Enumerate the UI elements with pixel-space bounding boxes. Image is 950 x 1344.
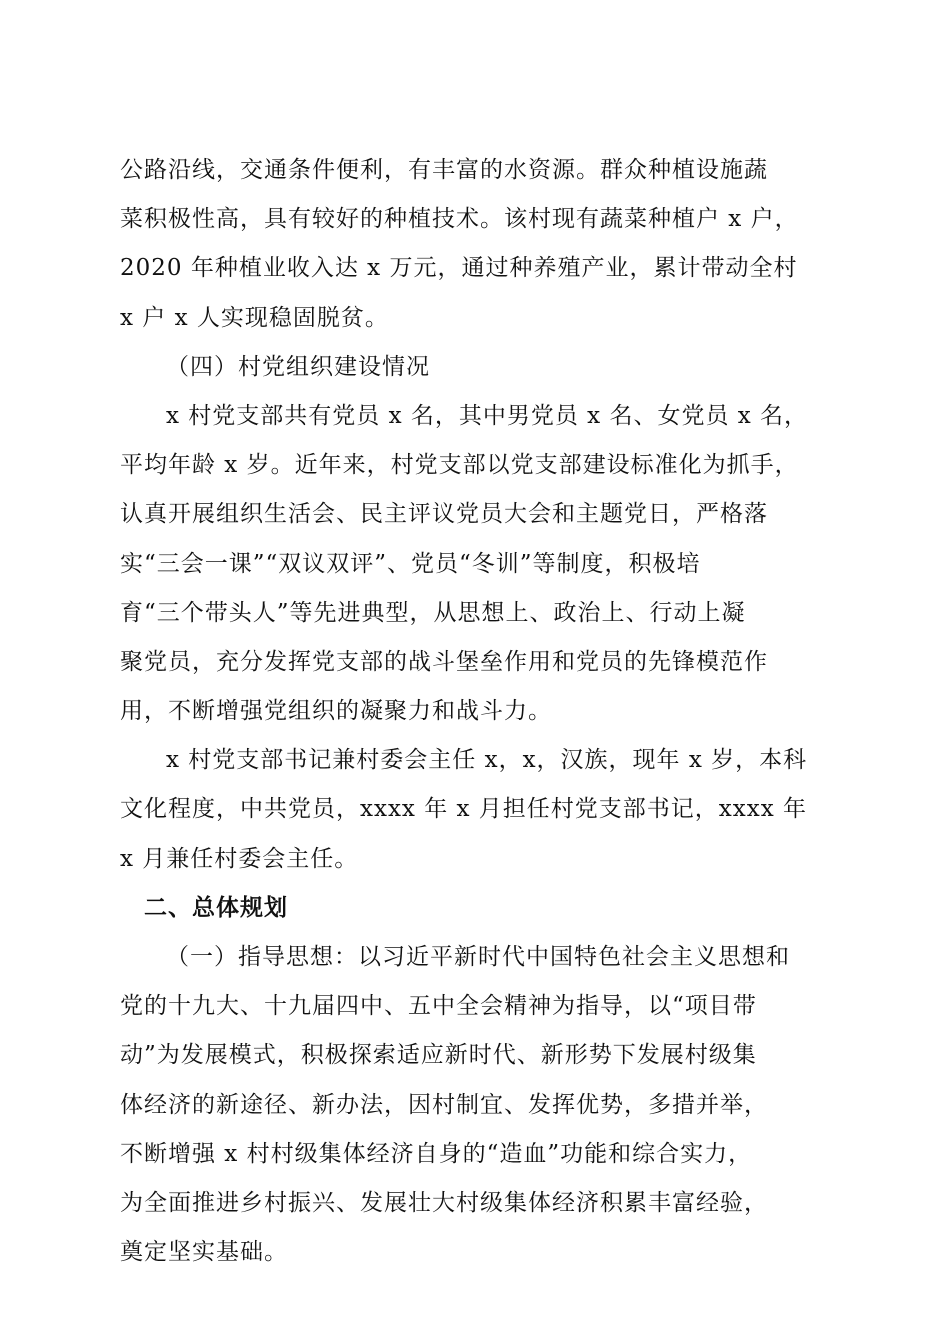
body-line: 奠定坚实基础。: [120, 1239, 288, 1266]
body-line: 体经济的新途径、新办法，因村制宜、发挥优势，多措并举，: [120, 1091, 768, 1118]
body-line: 育“三个带头人”等先进典型，从思想上、政治上、行动上凝: [120, 599, 746, 626]
body-line: 2020 年种植业收入达 x 万元，通过种养殖产业，累计带动全村: [120, 255, 798, 282]
section-heading: （四）村党组织建设情况: [166, 353, 430, 380]
body-line: x 村党支部书记兼村委会主任 x，x，汉族，现年 x 岁，本科: [166, 747, 808, 774]
body-line: 菜积极性高，具有较好的种植技术。该村现有蔬菜种植户 x 户，: [120, 206, 799, 233]
body-line: 为全面推进乡村振兴、发展壮大村级集体经济积累丰富经验，: [120, 1189, 768, 1216]
body-line: x 村党支部共有党员 x 名，其中男党员 x 名、女党员 x 名，: [166, 402, 809, 429]
body-line: 用，不断增强党组织的凝聚力和战斗力。: [120, 698, 552, 725]
body-line: （一）指导思想：以习近平新时代中国特色社会主义思想和: [166, 944, 790, 970]
body-line: 党的十九大、十九届四中、五中全会精神为指导，以“项目带: [120, 993, 757, 1020]
body-line: 动”为发展模式，积极探索适应新时代、新形势下发展村级集: [120, 1042, 757, 1069]
body-line: 不断增强 x 村村级集体经济自身的“造血”功能和综合实力，: [120, 1140, 753, 1167]
document-body: [120, 146, 840, 1277]
body-line: x 户 x 人实现稳固脱贫。: [120, 304, 389, 331]
body-line: 聚党员，充分发挥党支部的战斗堡垒作用和党员的先锋模范作: [120, 648, 768, 675]
body-line: 实“三会一课”“双议双评”、党员“冬训”等制度，积极培: [120, 550, 701, 577]
body-line: 认真开展组织生活会、民主评议党员大会和主题党日，严格落: [120, 501, 768, 528]
body-line: 平均年龄 x 岁。近年来，村党支部以党支部建设标准化为抓手，: [120, 452, 799, 479]
body-line: 公路沿线，交通条件便利，有丰富的水资源。群众种植设施蔬: [120, 157, 768, 183]
body-line: 文化程度，中共党员，xxxx 年 x 月担任村党支部书记，xxxx 年: [120, 796, 807, 823]
chapter-heading: 二、总体规划: [144, 894, 288, 921]
body-line: x 月兼任村委会主任。: [120, 845, 359, 872]
